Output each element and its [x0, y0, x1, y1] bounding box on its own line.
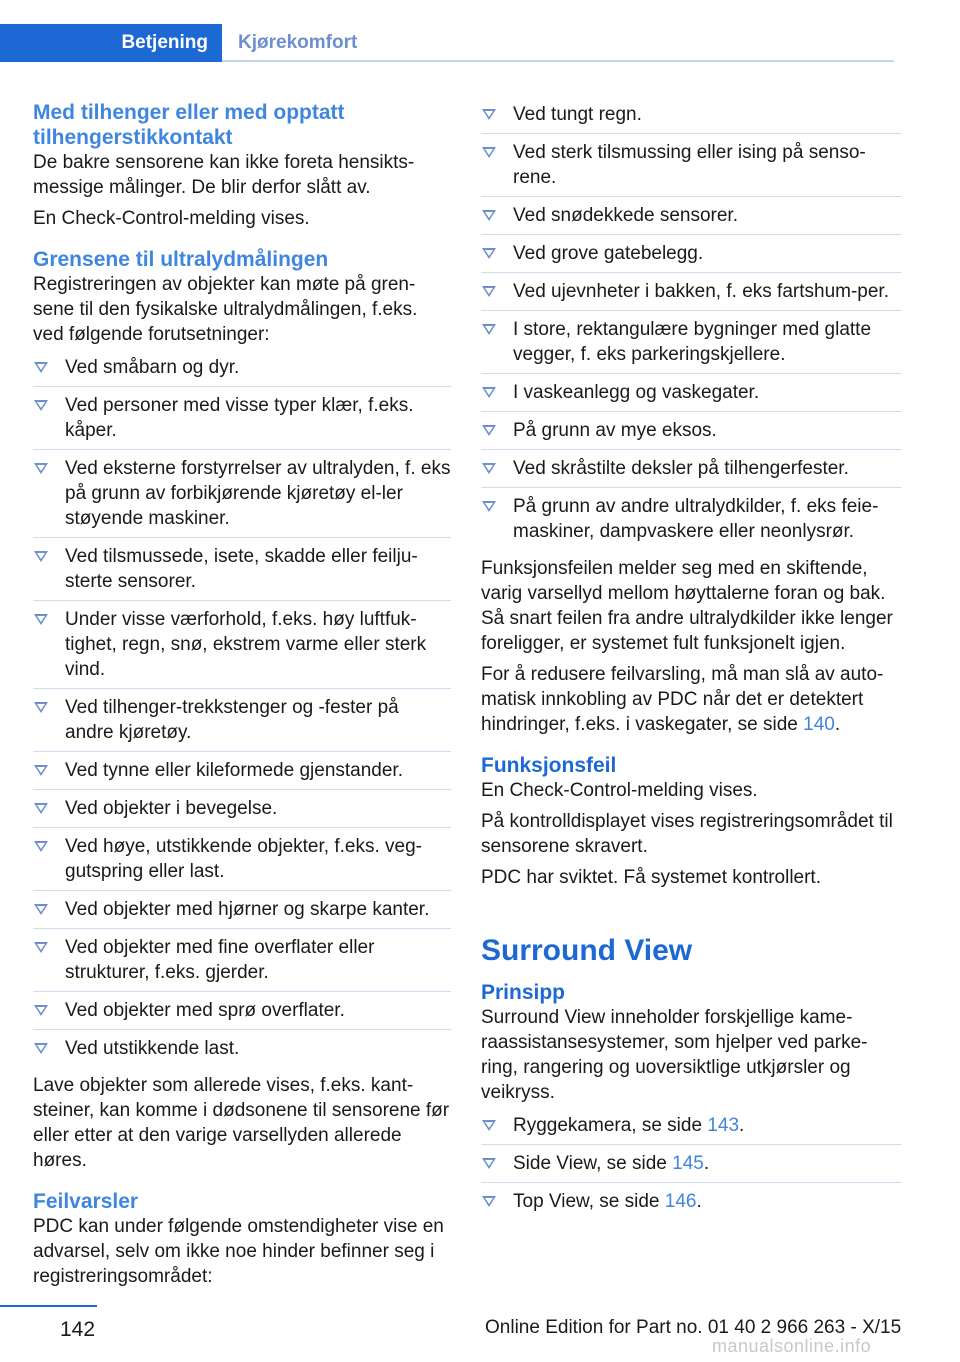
false-alarm-list	[481, 100, 901, 550]
list-item: Ved snødekkede sensorer.	[481, 198, 901, 235]
triangle-bullet-icon	[34, 1005, 48, 1016]
section-title-prinsipp: Prinsipp	[481, 981, 566, 1004]
paragraph: Funksjonsfeilen melder seg med en skiftende, varig varsellyd mellom høyttalerne foran og bak. Så snart feilen fra andre ultralydkilder ikke lenger foreligger, er systemet fult funksjonelt igjen.	[481, 558, 893, 654]
triangle-bullet-icon	[34, 803, 48, 814]
list-item: Ved skråstilte deksler på tilhengerfester.	[481, 451, 901, 488]
triangle-bullet-icon	[482, 109, 496, 120]
paragraph: På kontrolldisplayet vises registreringsområdet til sensorene skravert.	[481, 811, 893, 857]
header-tabs	[0, 24, 438, 62]
paragraph: De bakre sensorene kan ikke foreta hensikts-messige målinger. De blir derfor slått av.	[33, 152, 415, 198]
section-title-tilhenger: Med tilhenger eller med opptatt tilhengerstikkontakt	[33, 101, 345, 149]
list-item: I store, rektangulære bygninger med glatte vegger, f. eks parkeringskjellere.	[481, 312, 901, 374]
triangle-bullet-icon	[482, 210, 496, 221]
list-item: Ved tilsmussede, isete, skadde eller feilju-sterte sensorer.	[33, 539, 451, 601]
section-title-feilvarsler: Feilvarsler	[33, 1190, 139, 1213]
paragraph: Surround View inneholder forskjellige kame-raassistansesystemer, som hjelper ved parke-ring, rangering og uoversiktlige utkjørsler og veikryss.	[481, 1007, 868, 1103]
tab-kjorekomfort[interactable]: Kjørekomfort	[238, 32, 358, 53]
list-item: Ved sterk tilsmussing eller ising på senso-rene.	[481, 135, 901, 197]
list-item: Ved høye, utstikkende objekter, f.eks. veg-gutspring eller last.	[33, 829, 451, 891]
section-title-funksjonsfeil: Funksjonsfeil	[481, 754, 617, 777]
triangle-bullet-icon	[34, 904, 48, 915]
paragraph: PDC har sviktet. Få systemet kontrollert.	[481, 867, 821, 888]
triangle-bullet-icon	[34, 614, 48, 625]
triangle-bullet-icon	[482, 1196, 496, 1207]
condition-list	[33, 353, 451, 1067]
triangle-bullet-icon	[482, 147, 496, 158]
page-link-140[interactable]: 140	[803, 714, 835, 735]
list-item: På grunn av mye eksos.	[481, 413, 901, 450]
triangle-bullet-icon	[482, 1120, 496, 1131]
header-rule	[222, 60, 894, 62]
triangle-bullet-icon	[34, 702, 48, 713]
triangle-bullet-icon	[482, 324, 496, 335]
list-item: Top View, se side 146.	[481, 1184, 901, 1220]
page-link-143[interactable]: 143	[707, 1115, 740, 1136]
paragraph: En Check-Control-melding vises.	[481, 780, 758, 801]
section-title-grensene: Grensene til ultralydmålingen	[33, 248, 329, 271]
edition-note: Online Edition for Part no. 01 40 2 966 263 - X/15	[485, 1317, 902, 1338]
list-item: Ved utstikkende last.	[33, 1031, 451, 1067]
triangle-bullet-icon	[34, 463, 48, 474]
triangle-bullet-icon	[34, 400, 48, 411]
list-item: Side View, se side 145.	[481, 1146, 901, 1183]
page-number: 142	[60, 1318, 96, 1341]
list-item: Ved personer med visse typer klær, f.eks. kåper.	[33, 388, 451, 450]
list-item: Ved objekter i bevegelse.	[33, 791, 451, 828]
reference-list	[481, 1111, 901, 1220]
paragraph: PDC kan under følgende omstendigheter vise en advarsel, selv om ikke noe hinder befinner seg i registreringsområdet:	[33, 1216, 444, 1287]
triangle-bullet-icon	[482, 387, 496, 398]
triangle-bullet-icon	[34, 362, 48, 373]
list-item: Ved tilhenger-trekkstenger og -fester på andre kjøretøy.	[33, 690, 451, 752]
list-item: Ved tungt regn.	[481, 100, 901, 134]
list-item: Ryggekamera, se side 143.	[481, 1111, 901, 1145]
triangle-bullet-icon	[34, 1043, 48, 1054]
list-item: Ved grove gatebelegg.	[481, 236, 901, 273]
list-item: Under visse værforhold, f.eks. høy luftfuk-tighet, regn, snø, ekstrem varme eller sterk vind.	[33, 602, 451, 689]
triangle-bullet-icon	[482, 1158, 496, 1169]
chapter-title-surround-view: Surround View	[481, 934, 693, 967]
list-item: Ved ujevnheter i bakken, f. eks fartshum-per.	[481, 274, 901, 311]
triangle-bullet-icon	[34, 841, 48, 852]
triangle-bullet-icon	[482, 286, 496, 297]
paragraph-with-link: For å redusere feilvarsling, må man slå av auto-matisk innkobling av PDC når det er detektert hindringer, f.eks. i vaskegater, se side 140.	[481, 664, 884, 735]
watermark: manualsonline.info	[712, 1336, 872, 1356]
list-item: Ved objekter med hjørner og skarpe kanter.	[33, 892, 451, 929]
page-link-146[interactable]: 146	[664, 1191, 697, 1212]
paragraph: Registreringen av objekter kan møte på gren-sene til den fysikalske ultralydmålingen, f.eks. ved følgende forutsetninger:	[33, 274, 418, 345]
triangle-bullet-icon	[482, 463, 496, 474]
list-item: På grunn av andre ultralydkilder, f. eks feie-maskiner, dampvaskere eller neonlysrør.	[481, 489, 901, 550]
tab-betjening[interactable]: Betjening	[0, 24, 222, 62]
triangle-bullet-icon	[34, 765, 48, 776]
list-item: I vaskeanlegg og vaskegater.	[481, 375, 901, 412]
list-item: Ved objekter med sprø overflater.	[33, 993, 451, 1030]
triangle-bullet-icon	[34, 942, 48, 953]
list-item: Ved tynne eller kileformede gjenstander.	[33, 753, 451, 790]
list-item: Ved objekter med fine overflater eller strukturer, f.eks. gjerder.	[33, 930, 451, 992]
list-item: Ved småbarn og dyr.	[33, 353, 451, 387]
left-column	[33, 100, 451, 1295]
list-item: Ved eksterne forstyrrelser av ultralyden, f. eks på grunn av forbikjørende kjøretøy el-ler støyende maskiner.	[33, 451, 451, 538]
paragraph: En Check-Control-melding vises.	[33, 208, 310, 229]
page-link-145[interactable]: 145	[672, 1153, 704, 1174]
page-number-rule	[0, 1305, 97, 1307]
triangle-bullet-icon	[482, 425, 496, 436]
triangle-bullet-icon	[482, 248, 496, 259]
triangle-bullet-icon	[34, 551, 48, 562]
paragraph: Lave objekter som allerede vises, f.eks. kant-steiner, kan komme i dødsonene til sensorene før eller etter at den varige varsellyden allerede høres.	[33, 1075, 450, 1171]
triangle-bullet-icon	[482, 501, 496, 512]
right-column	[481, 100, 901, 1226]
